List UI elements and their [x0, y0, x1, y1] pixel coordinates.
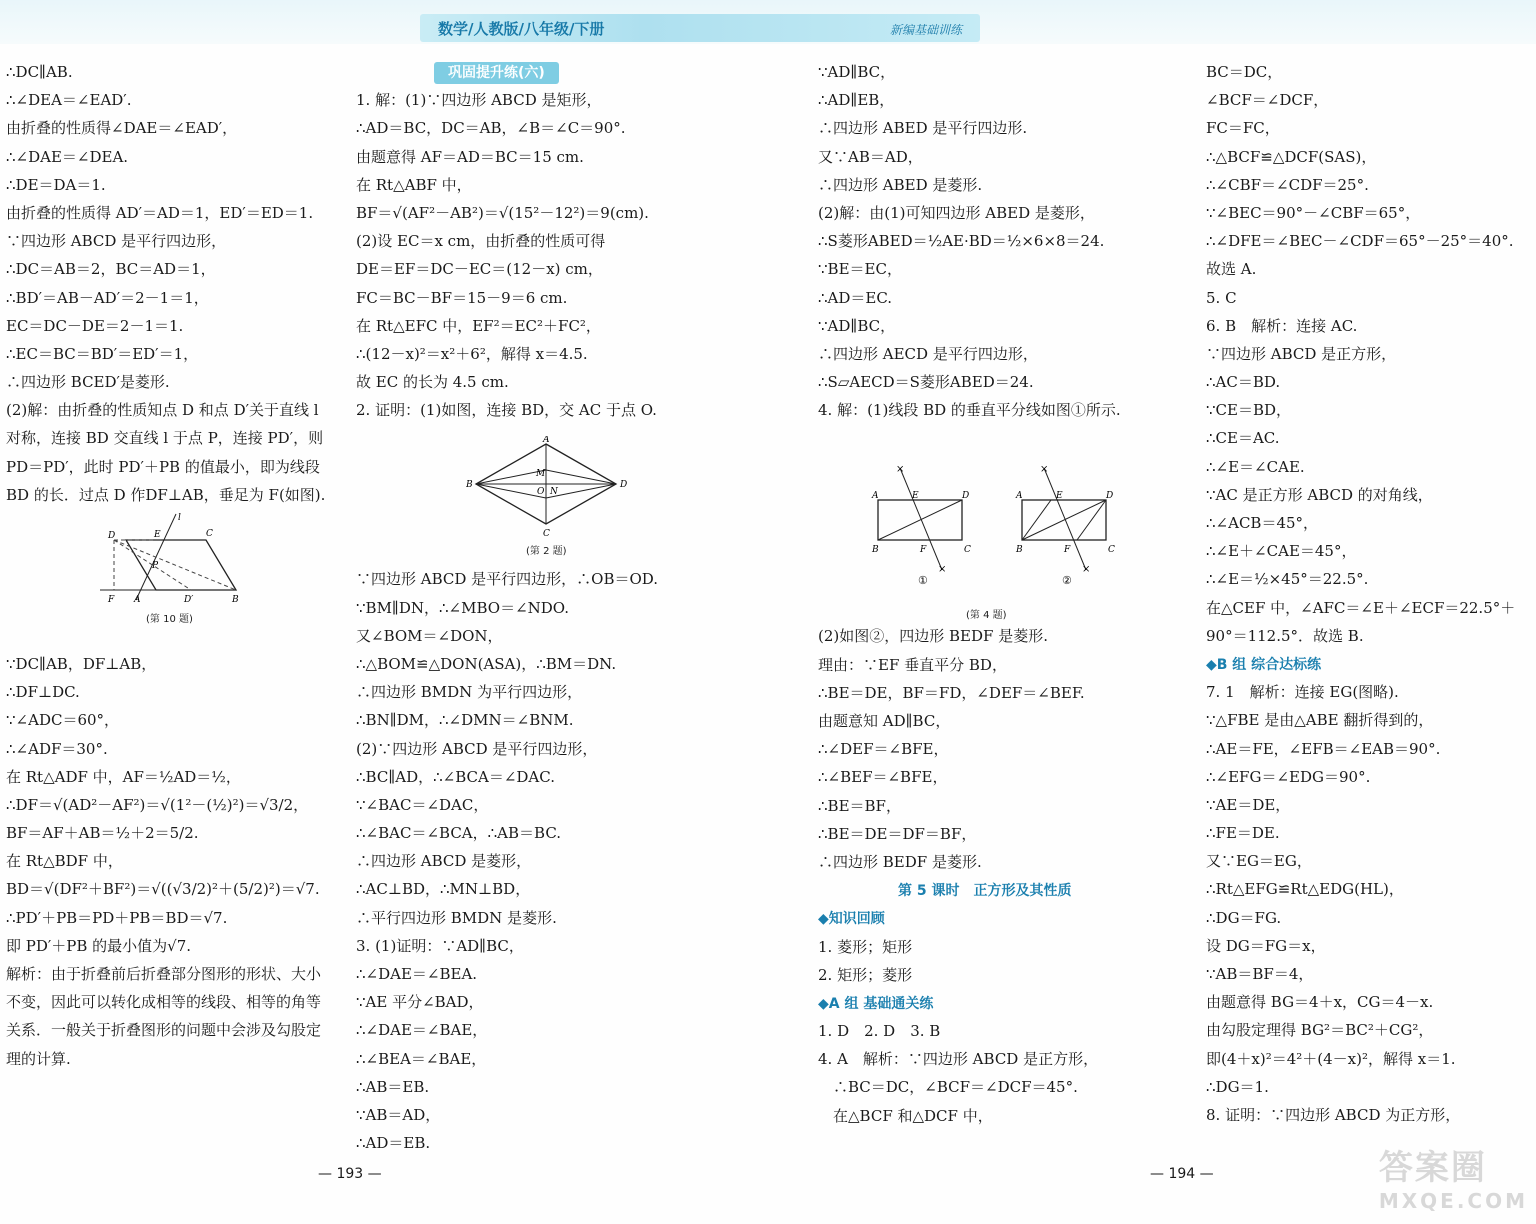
text-line: ∴(12－x)²＝x²＋6²，解得 x＝4.5. — [356, 344, 588, 363]
text-line: 又∵AB＝AD， — [818, 147, 923, 166]
text-line: BC＝DC， — [1206, 63, 1283, 81]
fig4-cross: × — [938, 564, 947, 575]
text-line: 对称，连接 BD 交直线 l 于点 P，连接 PD′，则 — [6, 429, 324, 448]
text-line: ∴∠DEF＝∠BFE， — [818, 740, 949, 759]
text-line: ∴∠BEF＝∠BFE， — [818, 768, 948, 787]
text-line: ∵CE＝BD， — [1206, 401, 1292, 420]
fig2-label: B — [466, 480, 473, 490]
figure-2-drawing — [466, 436, 636, 540]
text-line: ∴四边形 ABED 是平行四边形. — [818, 119, 1028, 138]
text-line: EC＝DC－DE＝2－1＝1. — [6, 316, 184, 335]
fig10-label: E — [154, 530, 161, 540]
text-line: ∴∠BEA＝∠BAE， — [356, 1049, 487, 1068]
text-line: ∴DC＝AB＝2，BC＝AD＝1， — [6, 260, 216, 279]
text-line: ∠BCF＝∠DCF， — [1206, 91, 1329, 110]
text-line: 理的计算. — [6, 1049, 71, 1068]
text-line: 故 EC 的长为 4.5 cm. — [356, 373, 509, 392]
text-line: ∴四边形 ABED 是菱形. — [818, 175, 983, 194]
text-line: 1. D 2. D 3. B — [818, 1022, 941, 1041]
text-line: ∴∠ADF＝30°. — [6, 739, 108, 758]
text-line: ∴△BOM≌△DON(ASA)，∴BM＝DN. — [356, 654, 617, 673]
text-line: (2)解：由(1)可知四边形 ABED 是菱形， — [818, 203, 1095, 222]
text-line: ∴S菱形ABED＝½AE·BD＝½×6×8＝24. — [818, 232, 1105, 251]
text-line: ∴DG＝1. — [1206, 1077, 1269, 1096]
text-line: ∴EC＝BC＝BD′＝ED′＝1， — [6, 344, 199, 363]
fig4-label: C — [1108, 545, 1115, 555]
watermark — [1379, 1140, 1528, 1213]
text-line: ∴S▱AECD＝S菱形ABED＝24. — [818, 373, 1034, 392]
text-line: ∴AD∥EB， — [818, 91, 895, 110]
fig4-mark: ① — [918, 574, 928, 587]
text-line: 设 DG＝FG＝x， — [1206, 936, 1326, 955]
fig10-label: P — [152, 561, 159, 571]
text-line: 8. 证明：∵四边形 ABCD 为正方形， — [1206, 1105, 1461, 1124]
fig10-label: l — [178, 513, 181, 523]
fig4-label: B — [872, 545, 879, 555]
text-line: 故选 A. — [1206, 260, 1257, 279]
text-line: BD＝√(DF²＋BF²)＝√((√3/2)²＋(5/2)²)＝√7. — [6, 880, 320, 899]
fig2-label: A — [543, 436, 550, 445]
text-line: 即 PD′＋PB 的最小值为√7. — [6, 936, 192, 955]
text-line: 由勾股定理得 BG²＝BC²＋CG²， — [1206, 1021, 1434, 1040]
text-line: ∵△FBE 是由△ABE 翻折得到的， — [1206, 711, 1434, 730]
fig4-label: E — [1056, 491, 1063, 501]
text-line: ∴∠ACB＝45°， — [1206, 514, 1319, 532]
text-line: 不变，因此可以转化成相等的线段、相等的角等 — [6, 993, 322, 1012]
lesson-title-row — [818, 876, 1158, 904]
text-line: ∵BM∥DN，∴∠MBO＝∠NDO. — [356, 598, 569, 617]
text-line: ∵四边形 ABCD 是平行四边形，∴OB＝OD. — [356, 570, 659, 589]
fig2-label: M — [536, 469, 546, 479]
text-line: ∵AB＝BF＝4， — [1206, 965, 1314, 983]
text-line: 在△BCF 和△DCF 中， — [818, 1106, 993, 1125]
text-line: ∴FE＝DE. — [1206, 824, 1280, 843]
fig10-label: C — [206, 529, 213, 539]
text-line: ∴∠DFE＝∠BEC－∠CDF＝65°－25°＝40°. — [1206, 232, 1514, 251]
figure-10-caption: (第 10 题) — [146, 614, 193, 625]
text-line: 关系．一般关于折叠图形的问题中会涉及勾股定 — [6, 1021, 322, 1040]
text-line: ∴BC∥AD，∴∠BCA＝∠DAC. — [356, 767, 555, 786]
text-line: 7. 1 解析：连接 EG(图略). — [1206, 683, 1399, 702]
text-line: DE＝EF＝DC－EC＝(12－x) cm， — [356, 260, 603, 279]
fig10-label: D′ — [184, 595, 194, 605]
text-line: 90°＝112.5°．故选 B. — [1206, 626, 1364, 645]
fig4-cross: × — [1082, 564, 1091, 575]
text-line: 由折叠的性质得 AD′＝AD＝1，ED′＝ED＝1. — [6, 203, 314, 222]
text-line: ∴AE＝FE，∠EFB＝∠EAB＝90°. — [1206, 739, 1441, 758]
text-line: ∵AE 平分∠BAD， — [356, 993, 484, 1012]
text-line: ∵∠BEC＝90°－∠CBF＝65°， — [1206, 203, 1421, 222]
text-line: ∴∠E＝∠CAE. — [1206, 457, 1305, 476]
text-line: ∴BC＝DC，∠BCF＝∠DCF＝45°. — [818, 1078, 1078, 1097]
fig2-label: N — [550, 487, 558, 497]
figure-10 — [96, 510, 246, 626]
fig4-cross: × — [896, 464, 905, 475]
text-line: ∴DF＝√(AD²－AF²)＝√(1²－(½)²)＝√3/2， — [6, 795, 309, 814]
text-line: FC＝FC， — [1206, 119, 1280, 138]
column-2 — [356, 58, 766, 1157]
text-line: ∴四边形 BEDF 是菱形. — [818, 852, 982, 871]
text-line: (2)解：由折叠的性质知点 D 和点 D′关于直线 l — [6, 401, 319, 420]
text-line: 由题意得 BG＝4＋x，CG＝4－x. — [1206, 993, 1434, 1012]
text-line: ∴AD＝BC，DC＝AB，∠B＝∠C＝90°. — [356, 119, 626, 138]
text-line: 4. A 解析：∵四边形 ABCD 是正方形， — [818, 1050, 1099, 1069]
text-line: 在△CEF 中，∠AFC＝∠E＋∠ECF＝22.5°＋ — [1206, 598, 1516, 617]
text-line: ∴AD＝EB. — [356, 1134, 431, 1153]
text-line: 6. B 解析：连接 AC. — [1206, 316, 1358, 335]
watermark-url: MXQE.COM — [1378, 1189, 1528, 1213]
fig4-label: E — [912, 491, 919, 501]
text-line: 又∵EG＝EG， — [1206, 852, 1312, 871]
text-line: 在 Rt△ADF 中，AF＝½AD＝½， — [6, 767, 241, 786]
group-b-title: ◆B 组 综合达标练 — [1206, 656, 1322, 673]
group-a-title: ◆A 组 基础通关练 — [818, 995, 934, 1012]
text-line: ∵AB＝AD， — [356, 1105, 441, 1124]
text-line: ∴∠E＋∠CAE＝45°， — [1206, 542, 1357, 561]
text-line: ∴PD′＋PB＝PD＋PB＝BD＝√7. — [6, 908, 228, 927]
text-line: ∴BE＝BF， — [818, 796, 901, 815]
fig10-label: B — [232, 595, 239, 605]
text-line: ∵DC∥AB，DF⊥AB， — [6, 654, 157, 673]
header-subject: 数学/人教版/八年级/下册 — [438, 20, 605, 38]
text-line: ∴BD′＝AB－AD′＝2－1＝1， — [6, 288, 209, 307]
text-line: 5. C — [1206, 288, 1237, 307]
fig4-cross: × — [1040, 464, 1049, 475]
text-line: 2. 证明：(1)如图，连接 BD，交 AC 于点 O. — [356, 401, 657, 420]
text-line: ∴AD＝EC. — [818, 288, 893, 307]
text-line: ∴BE＝DE＝DF＝BF， — [818, 824, 977, 843]
fig2-label: O — [537, 487, 545, 497]
text-line: PD＝PD′，此时 PD′＋PB 的值最小，即为线段 — [6, 457, 320, 476]
text-line: ∴△BCF≌△DCF(SAS)， — [1206, 147, 1377, 166]
figure-10-drawing — [96, 510, 246, 610]
header-brand: 新编基础训练 — [889, 23, 962, 37]
fig4-label: F — [1064, 545, 1071, 555]
lesson-title: 第 5 课时 正方形及其性质 — [898, 883, 1072, 900]
knowledge-title: ◆知识回顾 — [818, 911, 885, 928]
text-line: ∴DC∥AB. — [6, 63, 73, 81]
text-line: 又∠BOM＝∠DON， — [356, 626, 503, 645]
text-line: ∴AB＝EB. — [356, 1077, 430, 1096]
figure-4 — [866, 462, 1126, 622]
fig10-label: F — [108, 595, 115, 605]
fig2-label: D — [620, 480, 628, 490]
text-line: ∵∠ADC＝60°， — [6, 711, 120, 730]
figure-4-drawing — [866, 462, 1126, 592]
fig4-label: F — [920, 545, 927, 555]
header-band — [420, 14, 980, 42]
text-line: 即(4＋x)²＝4²＋(4－x)²，解得 x＝1. — [1206, 1049, 1456, 1068]
text-line: ∴BE＝DE，BF＝FD，∠DEF＝∠BEF. — [818, 683, 1085, 702]
text-line: 由题意得 AF＝AD＝BC＝15 cm. — [356, 147, 584, 166]
text-line: ∴AC⊥BD，∴MN⊥BD， — [356, 880, 531, 899]
text-line: 3. (1)证明：∵AD∥BC， — [356, 936, 524, 955]
section-title: 巩固提升练(六) — [434, 62, 559, 84]
text-line: (2)如图②，四边形 BEDF 是菱形. — [818, 627, 1048, 646]
text-line: 在 Rt△ABF 中， — [356, 175, 472, 194]
figure-4-caption: (第 4 题) — [966, 610, 1007, 621]
text-line: ∵∠BAC＝∠DAC， — [356, 795, 489, 814]
text-line: ∴∠DEA＝∠EAD′. — [6, 91, 132, 110]
text-line: ∵BE＝EC， — [818, 260, 902, 279]
text-line: 由折叠的性质得∠DAE＝∠EAD′， — [6, 119, 238, 138]
fig10-label: D — [108, 531, 116, 541]
fig10-label: A — [134, 595, 141, 605]
fig4-label: D — [1106, 491, 1114, 501]
section-title-row — [356, 58, 766, 86]
text-line: ∴∠E＝½×45°＝22.5°. — [1206, 570, 1369, 589]
text-line: ∴Rt△EFG≌Rt△EDG(HL)， — [1206, 880, 1404, 899]
text-line: 在 Rt△EFC 中，EF²＝EC²＋FC²， — [356, 316, 601, 335]
text-line: ∴BN∥DM，∴∠DMN＝∠BNM. — [356, 711, 574, 730]
text-line: ∴DE＝DA＝1. — [6, 175, 106, 194]
figure-2 — [466, 436, 636, 558]
text-line: FC＝BC－BF＝15－9＝6 cm. — [356, 288, 568, 307]
text-line: ∴∠CBF＝∠CDF＝25°. — [1206, 175, 1369, 194]
text-line: 解析：由于折叠前后折叠部分图形的形状、大小 — [6, 965, 322, 983]
text-line: ∴∠BAC＝∠BCA，∴AB＝BC. — [356, 824, 562, 843]
fig4-label: A — [1016, 491, 1023, 501]
text-line: ∵AD∥BC， — [818, 316, 896, 335]
page-number-left: — 193 — — [318, 1166, 382, 1182]
text-line: BF＝√(AF²－AB²)＝√(15²－12²)＝9(cm). — [356, 203, 649, 222]
text-line: 1. 解：(1)∵四边形 ABCD 是矩形， — [356, 91, 602, 110]
column-4 — [1206, 58, 1536, 1129]
text-line: 2. 矩形；菱形 — [818, 965, 913, 984]
watermark-text: 答案圈 — [1378, 1148, 1487, 1188]
text-line: ∴AC＝BD. — [1206, 373, 1281, 392]
text-line: (2)∵四边形 ABCD 是平行四边形， — [356, 739, 598, 758]
text-line: ∴DG＝FG. — [1206, 908, 1282, 927]
text-line: ∴四边形 ABCD 是菱形， — [356, 852, 532, 871]
figure-2-caption: (第 2 题) — [526, 546, 567, 557]
text-line: ∴平行四边形 BMDN 是菱形. — [356, 908, 557, 927]
text-line: 1. 菱形；矩形 — [818, 937, 913, 956]
text-line: ∵四边形 ABCD 是平行四边形， — [6, 232, 227, 251]
text-line: ∴CE＝AC. — [1206, 429, 1280, 448]
fig4-mark: ② — [1062, 574, 1072, 587]
fig4-label: C — [964, 545, 971, 555]
header-bar — [0, 0, 1536, 44]
text-line: ∵AE＝DE， — [1206, 795, 1291, 814]
fig4-label: D — [962, 491, 970, 501]
text-line: 在 Rt△BDF 中， — [6, 852, 123, 871]
text-line: ∵四边形 ABCD 是正方形， — [1206, 344, 1397, 363]
text-line: ∴四边形 AECD 是平行四边形， — [818, 344, 1038, 363]
text-line: ∴∠DAE＝∠BAE， — [356, 1021, 488, 1040]
text-line: ∴四边形 BCED′是菱形. — [6, 373, 170, 392]
text-line: ∴∠DAE＝∠BEA. — [356, 965, 478, 983]
text-line: ∴∠EFG＝∠EDG＝90°. — [1206, 767, 1371, 786]
text-line: 理由：∵EF 垂直平分 BD， — [818, 655, 1007, 674]
text-line: ∴∠DAE＝∠DEA. — [6, 147, 129, 166]
text-line: ∵AD∥BC， — [818, 63, 896, 81]
fig4-label: A — [872, 491, 879, 501]
text-line: 由题意知 AD∥BC， — [818, 712, 951, 730]
page-number-right: — 194 — — [1150, 1166, 1214, 1182]
text-line: (2)设 EC＝x cm，由折叠的性质可得 — [356, 232, 606, 251]
text-line: ∴DF⊥DC. — [6, 683, 80, 702]
fig4-label: B — [1016, 545, 1023, 555]
fig2-label: C — [543, 529, 550, 539]
text-line: 4. 解：(1)线段 BD 的垂直平分线如图①所示. — [818, 401, 1121, 420]
text-line: ∵AC 是正方形 ABCD 的对角线， — [1206, 485, 1433, 504]
text-line: BF＝AF＋AB＝½＋2＝5/2. — [6, 824, 199, 843]
text-line: BD 的长．过点 D 作DF⊥AB，垂足为 F(如图). — [6, 485, 326, 504]
text-line: ∴四边形 BMDN 为平行四边形， — [356, 683, 583, 702]
